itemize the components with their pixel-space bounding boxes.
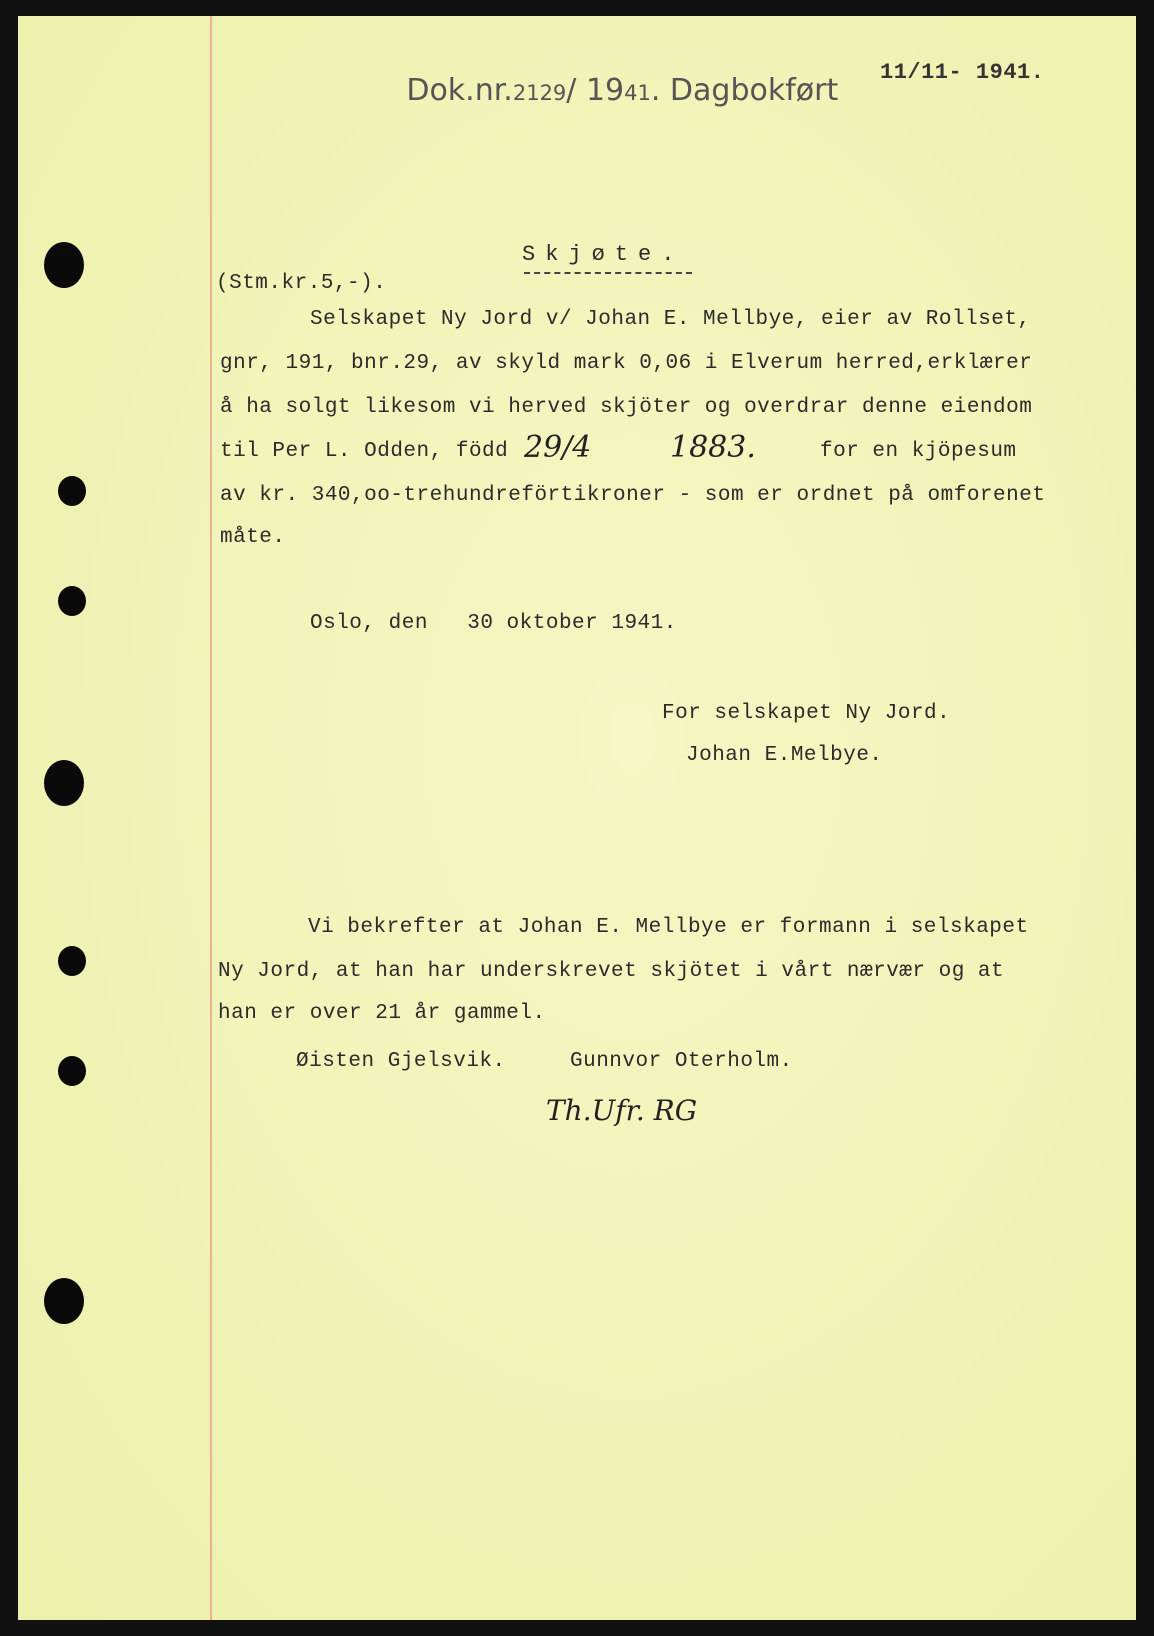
birth-year-handwritten: 1883.	[670, 430, 756, 465]
dok-year-suffix: 41	[624, 81, 651, 105]
dagbok-label: . Dagbokført	[650, 73, 839, 108]
punch-hole	[44, 1278, 84, 1324]
place-date: Oslo, den 30 oktober 1941.	[310, 612, 677, 635]
punch-hole	[58, 1056, 86, 1086]
signoff-company: For selskapet Ny Jord.	[662, 702, 951, 725]
punch-hole	[44, 760, 84, 806]
body-line-2: gnr, 191, bnr.29, av skyld mark 0,06 i Elverum herred,erklærer	[220, 352, 1033, 375]
margin-line	[210, 16, 212, 1620]
punch-hole	[44, 242, 84, 288]
dok-label: Dok.nr.	[406, 73, 513, 108]
dagbok-date: 11/11- 1941.	[880, 60, 1045, 85]
dok-year: / 19	[566, 73, 625, 108]
body-line-4-suffix: for en kjöpesum	[820, 440, 1017, 463]
body-line-1: Selskapet Ny Jord v/ Johan E. Mellbye, eier av Rollset,	[310, 308, 1031, 331]
body-line-4-prefix: til Per L. Odden, född	[220, 440, 509, 463]
punch-hole	[58, 586, 86, 616]
document-page	[18, 16, 1136, 1620]
confirm-line-1: Vi bekrefter at Johan E. Mellbye er formann i selskapet	[308, 916, 1029, 939]
punch-hole	[58, 476, 86, 506]
document-title: Skjøte.	[522, 242, 685, 267]
punch-hole	[58, 946, 86, 976]
confirm-line-3: han er over 21 år gammel.	[218, 1002, 546, 1025]
header-stamp	[386, 54, 838, 127]
confirm-line-2: Ny Jord, at han har underskrevet skjötet i vårt nærvær og at	[218, 960, 1005, 983]
body-line-6: måte.	[220, 526, 286, 549]
body-line-5: av kr. 340,oo-trehundreförtikroner - som er ordnet på omforenet	[220, 484, 1046, 507]
witness-2: Gunnvor Oterholm.	[570, 1050, 793, 1073]
initials-handwritten: Th.Ufr. RG	[546, 1094, 698, 1127]
body-line-3: å ha solgt likesom vi herved skjöter og overdrar denne eiendom	[220, 396, 1033, 419]
dok-number: 2129	[512, 81, 567, 105]
title-underline	[524, 272, 692, 274]
birth-day-handwritten: 29/4	[524, 430, 592, 465]
stamp-fee: (Stm.kr.5,-).	[216, 272, 387, 295]
witness-1: Øisten Gjelsvik.	[296, 1050, 506, 1073]
signoff-name: Johan E.Melbye.	[686, 744, 883, 767]
